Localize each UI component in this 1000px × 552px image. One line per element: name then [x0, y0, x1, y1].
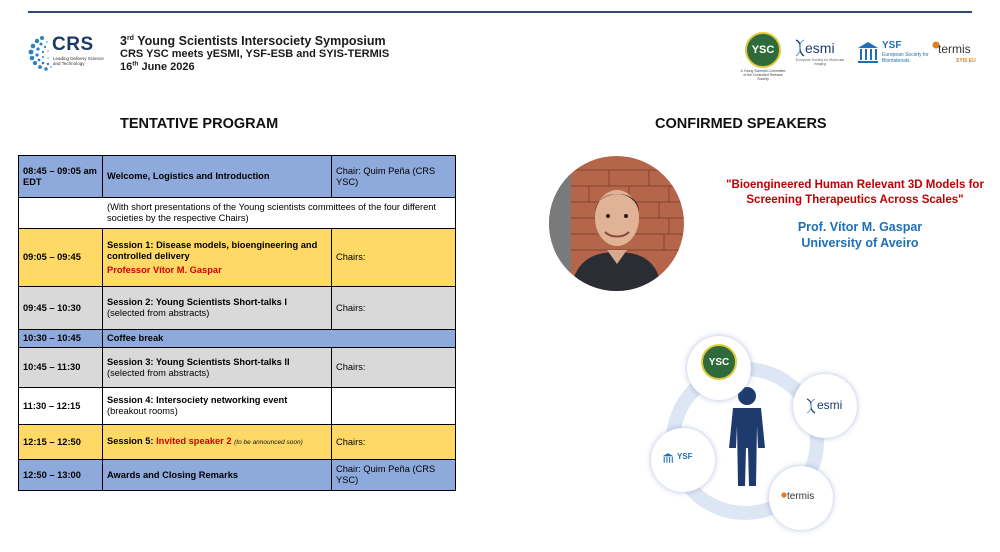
termis-logo-text: termis [938, 42, 971, 56]
ysc-logo-caption: A Young Scientist Committee of the Controlled Release Society [740, 69, 786, 81]
session-cell [103, 388, 332, 425]
speaker-photo [549, 156, 684, 291]
session-subtitle: (selected from abstracts) [107, 367, 210, 378]
ysc-logo: YSC [745, 32, 781, 68]
session-cell [103, 229, 332, 287]
speaker-portrait-icon [549, 156, 684, 291]
termis-logo [930, 38, 990, 68]
session-cell [103, 287, 332, 330]
table-row [19, 198, 456, 229]
event-header [120, 34, 389, 74]
ysf-logo-caption: European Society for Biomaterials [882, 52, 929, 64]
session-title: Session 2: Young Scientists Short-talks I [107, 297, 287, 307]
speaker-name: Invited speaker 2 [156, 436, 232, 446]
chair-cell: Chairs: [332, 229, 456, 287]
time-cell: 12:50 – 13:00 [19, 460, 103, 491]
ysf-logo [856, 40, 929, 68]
event-subtitle: CRS YSC meets yESMI, YSF-ESB and SYIS-TERMIS [120, 48, 390, 60]
table-row [19, 229, 456, 287]
crs-logo [28, 32, 106, 78]
esmi-logo-caption: European Society for Molecular Imaging [795, 58, 845, 66]
table-row [19, 287, 456, 330]
confirmed-speaker [760, 219, 960, 251]
esmi-helix-icon [805, 398, 817, 414]
ysf-node-text: YSF [677, 452, 693, 461]
speakers-title: CONFIRMED SPEAKERS [655, 116, 827, 132]
table-row [19, 425, 456, 460]
speaker-affiliation: University of Aveiro [801, 236, 919, 250]
crs-dots-icon [28, 32, 52, 78]
time-cell: 09:05 – 09:45 [19, 229, 103, 287]
time-cell: 10:45 – 11:30 [19, 348, 103, 388]
session-cell: Coffee break [103, 330, 456, 348]
session-cell [103, 425, 332, 460]
ysc-node [687, 336, 751, 400]
time-cell: 10:30 – 10:45 [19, 330, 103, 348]
termis-logo-caption: SYIS EU [956, 58, 976, 64]
ysf-temple-icon [856, 40, 880, 66]
human-figure-icon [729, 387, 765, 486]
termis-node [769, 466, 833, 530]
session-subtitle: (breakout rooms) [107, 406, 178, 416]
note-cell: (With short presentations of the Young scientists committees of the four different societies by the respective Chairs) [19, 198, 456, 229]
crs-logo-text: CRS [52, 34, 94, 55]
event-title: 3rd Young Scientists Intersociety Symposium [120, 34, 386, 48]
table-row [19, 460, 456, 491]
session-cell: Welcome, Logistics and Introduction [103, 156, 332, 198]
table-row [19, 348, 456, 388]
speaker-name: Professor Vítor M. Gaspar [107, 264, 222, 275]
time-cell: 09:45 – 10:30 [19, 287, 103, 330]
time-cell: 12:15 – 12:50 [19, 425, 103, 460]
ysf-logo-text: YSF [882, 40, 902, 51]
esmi-node [793, 374, 857, 438]
ysf-temple-icon [661, 452, 675, 466]
chair-cell: Chair: Quim Peña (CRS YSC) [332, 460, 456, 491]
header-divider [28, 11, 972, 13]
esmi-node-text: esmi [817, 398, 843, 412]
table-row [19, 156, 456, 198]
event-date: 16th June 2026 [120, 60, 195, 73]
crs-logo-tagline: Leading Delivery Science and Technology [53, 56, 104, 66]
program-title: TENTATIVE PROGRAM [120, 116, 279, 132]
ysf-node [651, 428, 715, 492]
intersociety-diagram [645, 336, 845, 536]
termis-node-text: termis [787, 491, 815, 502]
talk-title: "Bioengineered Human Relevant 3D Models for Screening Therapeutics Across Scales" [726, 179, 984, 206]
chair-cell: Chair: Quim Peña (CRS YSC) [332, 156, 456, 198]
chair-cell [332, 388, 456, 425]
session-title: Session 5: [107, 436, 157, 446]
ysc-node-badge: YSC [701, 344, 737, 380]
esmi-logo-text: esmi [805, 40, 835, 56]
program-table [18, 155, 456, 491]
session-cell [103, 348, 332, 388]
session-note: (to be announced soon) [234, 439, 303, 446]
time-cell: 08:45 – 09:05 am EDT [19, 156, 103, 198]
session-title: Session 4: Intersociety networking event [107, 395, 288, 405]
session-subtitle: (selected from abstracts) [107, 308, 210, 318]
table-row [19, 388, 456, 425]
session-title: Session 1: Disease models, bioengineering and controlled delivery [107, 239, 318, 261]
chair-cell: Chairs: [332, 348, 456, 388]
table-row [19, 330, 456, 348]
session-cell: Awards and Closing Remarks [103, 460, 332, 491]
time-cell: 11:30 – 12:15 [19, 388, 103, 425]
session-title: Session 3: Young Scientists Short-talks II [107, 356, 290, 367]
chair-cell: Chairs: [332, 425, 456, 460]
speaker-fullname: Prof. Vítor M. Gaspar [797, 220, 923, 234]
esmi-logo [793, 38, 847, 64]
chair-cell: Chairs: [332, 287, 456, 330]
